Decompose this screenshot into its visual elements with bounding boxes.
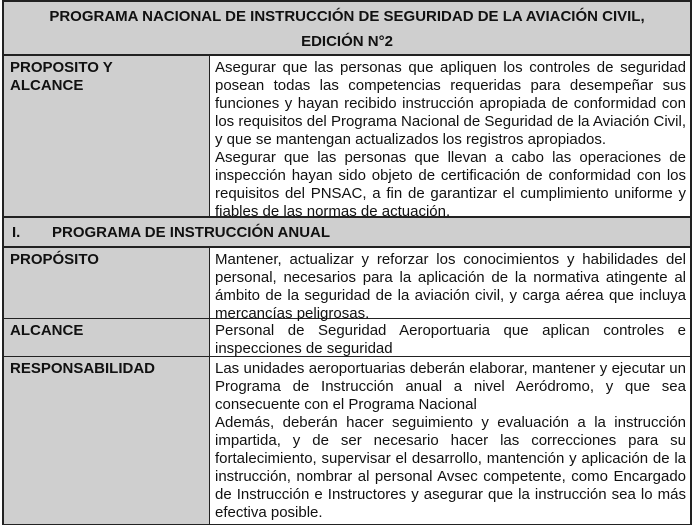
label-proposito: PROPÓSITO (4, 248, 210, 318)
label-line2: ALCANCE (10, 77, 84, 94)
document-table (2, 0, 692, 525)
section-number: I. (12, 224, 21, 241)
content-responsabilidad (210, 357, 690, 524)
row-alcance (4, 319, 690, 357)
section-title: PROGRAMA DE INSTRUCCIÓN ANUAL (52, 224, 331, 241)
header-title-line1: PROGRAMA NACIONAL DE INSTRUCCIÓN DE SEGURIDAD DE LA AVIACIÓN CIVIL, (49, 8, 645, 25)
label-responsabilidad: RESPONSABILIDAD (4, 357, 210, 524)
row-proposito-alcance (4, 56, 690, 220)
content-alcance: Personal de Seguridad Aeroportuaria que aplican controles e inspecciones de seguridad (215, 322, 686, 357)
paragraph: Además, deberán hacer seguimiento y evaluación a la instrucción impartida, y de ser necesario hacer las correcciones para su fortalecimiento, supervisar el desarrollo, mantención y aplicación de la instrucción, nombrar al personal Avsec competente, como Encargado de Instrucción e Instructores y asegurar que la instrucción sea lo más efectiva posible. (215, 414, 686, 521)
row-responsabilidad (4, 357, 690, 525)
document-header (4, 0, 690, 56)
content-proposito: Mantener, actualizar y reforzar los conocimientos y habilidades del personal, necesarios para la aplicación de la normativa atingente al ámbito de la seguridad de la aviación civil, y carga aérea que incluya mercancías peligrosas. (215, 251, 686, 322)
paragraph: Asegurar que las personas que apliquen los controles de seguridad posean todas las competencias requeridas para desempeñar sus funciones y hayan recibido instrucción apropiada de conformidad con los requisitos del Programa Nacional de Seguridad de la Aviación Civil, y que se mantengan actualizados los registros apropiados. (215, 59, 686, 148)
label-proposito-alcance (4, 56, 210, 216)
paragraph: Las unidades aeroportuarias deberán elaborar, mantener y ejecutar un Programa de Instrucción anual a nivel Aeródromo, y que sea consecuente con el Programa Nacional (215, 360, 686, 413)
header-title-line2: EDICIÓN N°2 (301, 33, 393, 50)
row-proposito (4, 248, 690, 322)
content-proposito-alcance (210, 56, 690, 220)
section-heading (4, 217, 690, 248)
label-alcance: ALCANCE (4, 319, 210, 356)
paragraph: Asegurar que las personas que llevan a cabo las operaciones de inspección hayan sido objeto de certificación de conformidad con los requisitos del PNSAC, a fin de garantizar el cumplimiento uniforme y fiables de las normas de actuación. (215, 149, 686, 220)
label-line1: PROPOSITO Y (10, 59, 113, 76)
